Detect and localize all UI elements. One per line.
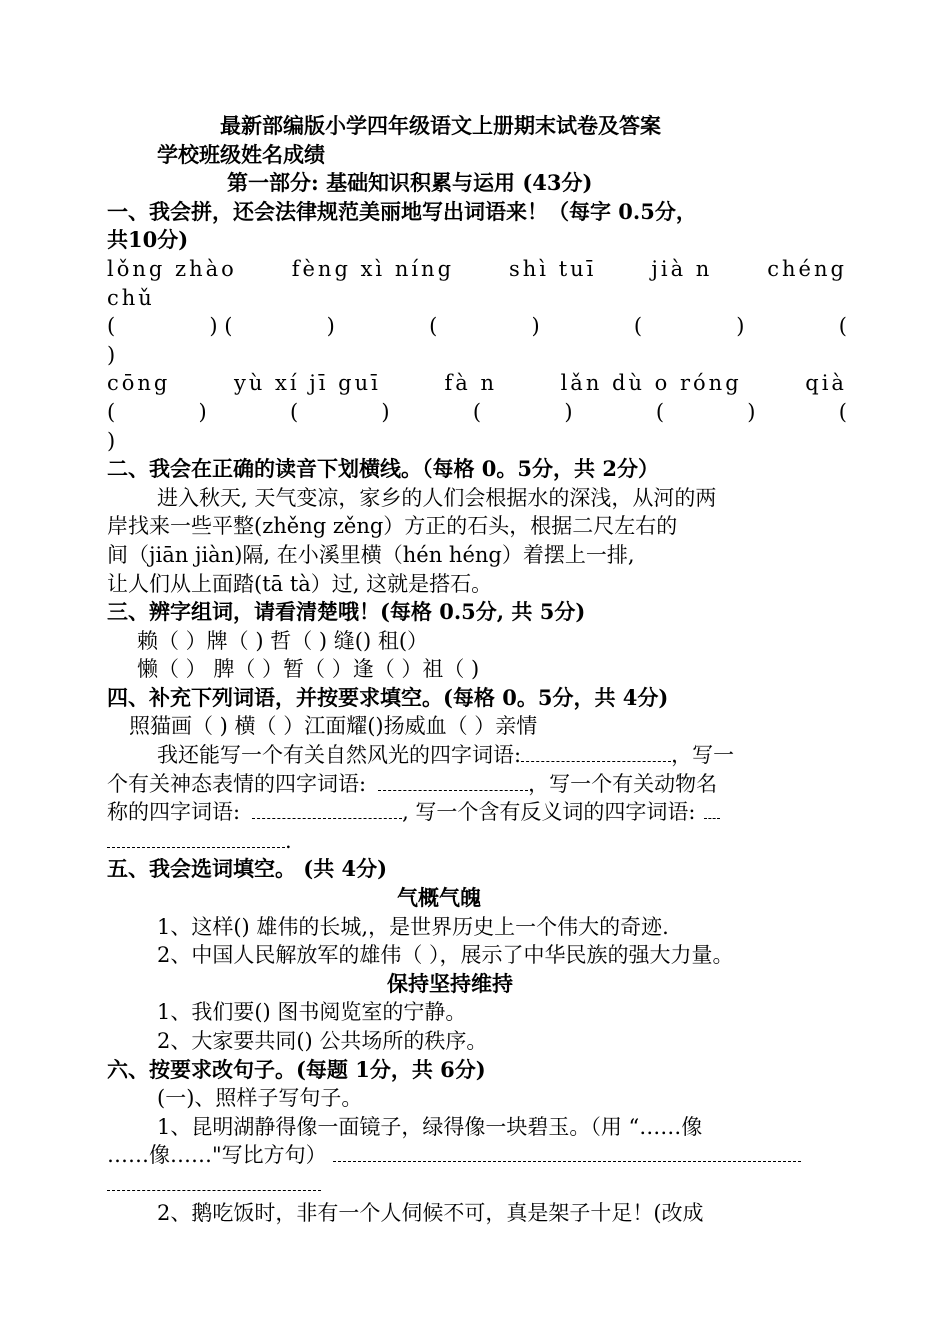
paren: ) ( [209, 314, 233, 339]
char-group-row-2[interactable]: 懒（ ） 脾（ ）暂（ ）逢（ ）祖（ ) [137, 657, 480, 682]
rewrite-answer-line [107, 1170, 847, 1199]
paren: ) [198, 399, 207, 424]
student-info-line: 学校班级姓名成绩 [157, 141, 325, 167]
prompt-text: . [285, 828, 292, 853]
answer-blanks-row-2[interactable] [107, 398, 847, 427]
prompt-text: 个有关神态表情的四字词语: [107, 771, 367, 796]
section-1-heading-cont: 共10分) [107, 227, 189, 253]
pinyin-item: cōng [107, 371, 171, 396]
pinyin-item: lǒng zhào [107, 256, 237, 281]
fill-question[interactable]: 2、大家要共同() 公共场所的秩序。 [157, 1029, 488, 1053]
paren: ( [838, 314, 847, 339]
pinyin-item: fèng xì níng [291, 256, 455, 281]
section-4-heading: 四、补充下列词语，并按要求填空。(每格 0。5分，共 4分) [107, 684, 669, 710]
fill-question[interactable]: 1、我们要() 图书阅览室的宁静。 [157, 1000, 467, 1025]
answer-blanks-row-1[interactable] [107, 312, 847, 341]
pinyin-item: chéng [767, 256, 847, 281]
rewrite-question: 1、昆明湖静得像一面镜子，绿得像一块碧玉。（用 “……像 [157, 1114, 703, 1139]
rewrite-question-cont [107, 1141, 847, 1170]
char-group-row-1[interactable]: 赖（ ）牌（ ) 哲（ ) 缝() 租(） [137, 628, 429, 653]
subsection-heading: (一)、照样子写句子。 [157, 1086, 363, 1111]
exam-title: 最新部编版小学四年级语文上册期末试卷及答案 [220, 113, 661, 138]
answer-blank[interactable] [521, 741, 671, 762]
answer-blank[interactable] [378, 770, 528, 791]
section-2-heading: 二、我会在正确的读音下划横线。（每格 0。5分，共 2分） [107, 456, 659, 482]
passage-line[interactable]: 让人们从上面踏(tā tà）过, 这就是搭石。 [107, 571, 493, 596]
passage-line[interactable]: 岸找来一些平整(zhěng zěng）方正的石头，根据二尺左右的 [107, 514, 678, 539]
idiom-line [107, 741, 847, 770]
section-6-heading: 六、按要求改句子。(每题 1分，共 6分) [107, 1056, 486, 1082]
section-3-heading: 三、辨字组词，请看清楚哦！(每格 0.5分, 共 5分) [107, 599, 586, 625]
paren: ) [531, 314, 540, 339]
pinyin-item: qià [805, 371, 847, 396]
fill-question[interactable]: 2、中国人民解放军的雄伟（ ），展示了中华民族的强大力量。 [157, 943, 734, 968]
answer-blank[interactable] [107, 1170, 321, 1191]
word-choices-1: 气概气魄 [397, 885, 481, 911]
paren: ) [326, 314, 335, 339]
answer-blank[interactable] [107, 827, 285, 848]
answer-blank[interactable] [704, 798, 720, 819]
paren: ) [564, 399, 573, 424]
answer-blanks-row-1-end: ) [107, 342, 116, 367]
answer-blank[interactable] [333, 1141, 801, 1162]
prompt-text: ……像……"写比方句） [107, 1143, 327, 1168]
pinyin-row-2 [107, 369, 847, 398]
pinyin-item: fà n [444, 371, 497, 396]
idiom-line [107, 827, 847, 856]
paren: ) [747, 399, 756, 424]
paren: ( [107, 314, 116, 339]
pinyin-row-1-cont: chǔ [107, 285, 155, 310]
pinyin-item: lǎn dù o róng [560, 371, 742, 396]
paren: ( [472, 399, 482, 424]
paren: ( [289, 399, 299, 424]
prompt-text: ，写一 [671, 743, 735, 768]
exam-page [107, 112, 847, 1227]
paren: ) [736, 314, 745, 339]
passage-line[interactable]: 间（jiān jiàn)隔, 在小溪里横（hén héng）着摆上一排, [107, 542, 635, 567]
paren: ) [381, 399, 390, 424]
paren: ( [838, 399, 847, 424]
paren: ( [429, 314, 438, 339]
prompt-text: ，写一个有关动物名 [528, 771, 718, 796]
word-choices-2: 保持坚持维持 [387, 970, 513, 996]
answer-blank[interactable] [252, 798, 402, 819]
part-one-heading: 第一部分: 基础知识积累与运用 (43分) [227, 170, 593, 196]
section-1-heading: 一、我会拼，还会法律规范美丽地写出词语来！（每字 0.5分， [107, 198, 697, 224]
pinyin-item: jià n [651, 256, 713, 281]
answer-blanks-row-2-end: ) [107, 428, 116, 453]
section-5-heading: 五、我会选词填空。 (共 4分) [107, 856, 388, 882]
prompt-text: 称的四字词语: [107, 800, 241, 825]
paren: ( [107, 399, 116, 424]
passage-line: 进入秋天, 天气变凉，家乡的人们会根据水的深浅，从河的两 [157, 485, 717, 510]
pinyin-item: yù xí jī guī [233, 371, 381, 396]
prompt-text: 我还能写一个有关自然风光的四字词语: [157, 743, 522, 768]
paren: ( [633, 314, 643, 339]
idiom-line [107, 770, 847, 799]
paren: ( [655, 399, 665, 424]
idiom-fill-row[interactable]: 照猫画（ ) 横（ ）江面耀()扬威血（ ）亲情 [129, 714, 538, 739]
pinyin-row-1 [107, 255, 847, 284]
idiom-line [107, 798, 847, 827]
pinyin-item: shì tuī [509, 256, 597, 281]
fill-question[interactable]: 1、这样() 雄伟的长城,，是世界历史上一个伟大的奇迹. [157, 914, 669, 939]
prompt-text: , 写一个含有反义词的四字词语: [402, 800, 696, 825]
rewrite-question: 2、鹅吃饭时，非有一个人伺候不可，真是架子十足！(改成 [157, 1200, 704, 1225]
